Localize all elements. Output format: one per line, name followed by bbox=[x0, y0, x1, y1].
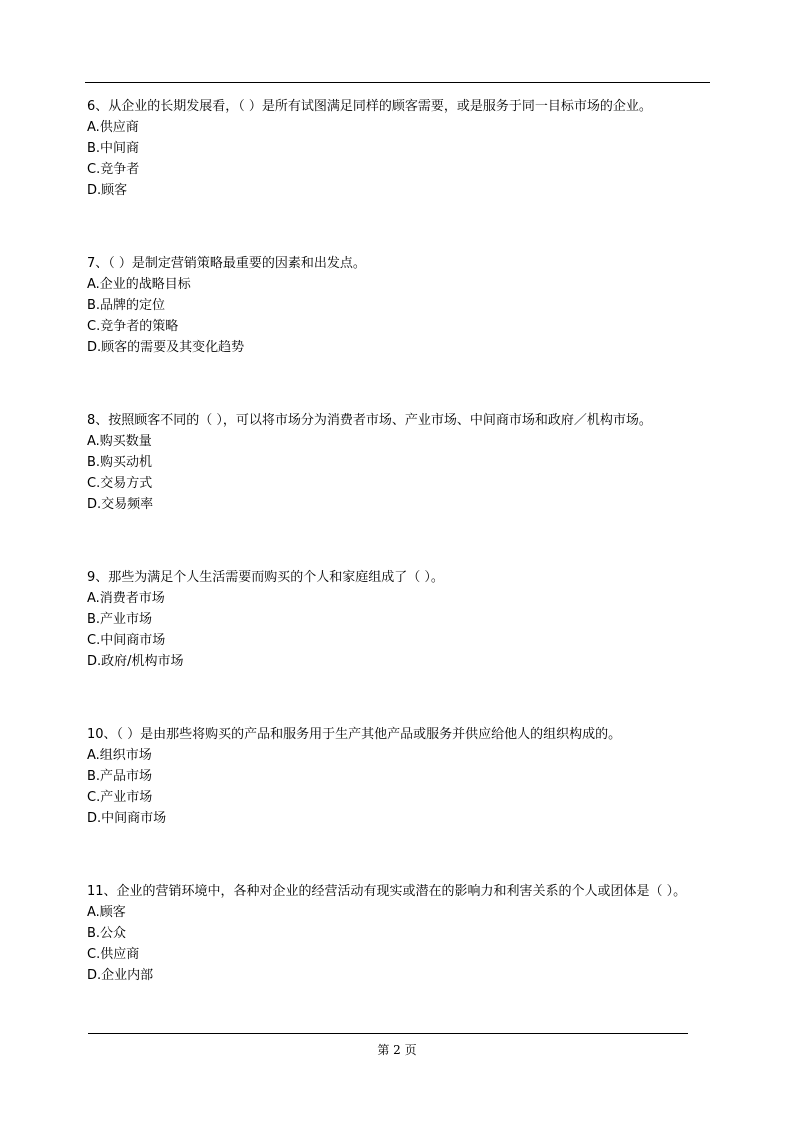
option-c: C.竞争者的策略 bbox=[87, 319, 179, 334]
question-10 bbox=[87, 724, 709, 829]
option-a: A.企业的战略目标 bbox=[87, 277, 191, 292]
option-a: A.顾客 bbox=[87, 905, 126, 920]
question-stem: 10、（ ）是由那些将购买的产品和服务用于生产其他产品或服务并供应给他人的组织构成的。 bbox=[87, 727, 622, 742]
option-d: D.顾客的需要及其变化趋势 bbox=[87, 340, 245, 355]
option-c: C.产业市场 bbox=[87, 790, 153, 805]
question-6 bbox=[87, 96, 709, 201]
question-list bbox=[87, 96, 709, 1038]
option-a: A.组织市场 bbox=[87, 748, 152, 763]
header-divider bbox=[85, 82, 710, 83]
option-a: A.购买数量 bbox=[87, 434, 152, 449]
page-number: 第 2 页 bbox=[377, 1043, 417, 1057]
option-b: B.中间商 bbox=[87, 141, 140, 156]
option-c: C.中间商市场 bbox=[87, 633, 166, 648]
option-c: C.交易方式 bbox=[87, 476, 153, 491]
option-b: B.产品市场 bbox=[87, 769, 153, 784]
option-c: C.供应商 bbox=[87, 947, 140, 962]
option-a: A.消费者市场 bbox=[87, 591, 165, 606]
question-8 bbox=[87, 410, 709, 515]
question-11 bbox=[87, 881, 709, 986]
option-b: B.品牌的定位 bbox=[87, 298, 166, 313]
option-b: B.产业市场 bbox=[87, 612, 153, 627]
option-d: D.顾客 bbox=[87, 183, 128, 198]
question-stem: 7、（ ）是制定营销策略最重要的因素和出发点。 bbox=[87, 256, 366, 271]
option-d: D.企业内部 bbox=[87, 968, 154, 983]
question-stem: 8、按照顾客不同的（ ），可以将市场分为消费者市场、产业市场、中间商市场和政府／机构市场。 bbox=[87, 413, 652, 428]
option-d: D.中间商市场 bbox=[87, 811, 167, 826]
option-d: D.交易频率 bbox=[87, 497, 154, 512]
question-7 bbox=[87, 253, 709, 358]
option-d: D.政府/机构市场 bbox=[87, 654, 184, 669]
footer-divider bbox=[88, 1033, 688, 1034]
option-a: A.供应商 bbox=[87, 120, 139, 135]
question-stem: 9、那些为满足个人生活需要而购买的个人和家庭组成了（ ）。 bbox=[87, 570, 444, 585]
option-c: C.竞争者 bbox=[87, 162, 140, 177]
question-stem: 11、企业的营销环境中，各种对企业的经营活动有现实或潜在的影响力和利害关系的个人或团体是（ ）。 bbox=[87, 884, 687, 899]
option-b: B.公众 bbox=[87, 926, 127, 941]
option-b: B.购买动机 bbox=[87, 455, 153, 470]
question-stem: 6、从企业的长期发展看，（ ）是所有试图满足同样的顾客需要，或是服务于同一目标市场的企业。 bbox=[87, 99, 652, 114]
question-9 bbox=[87, 567, 709, 672]
